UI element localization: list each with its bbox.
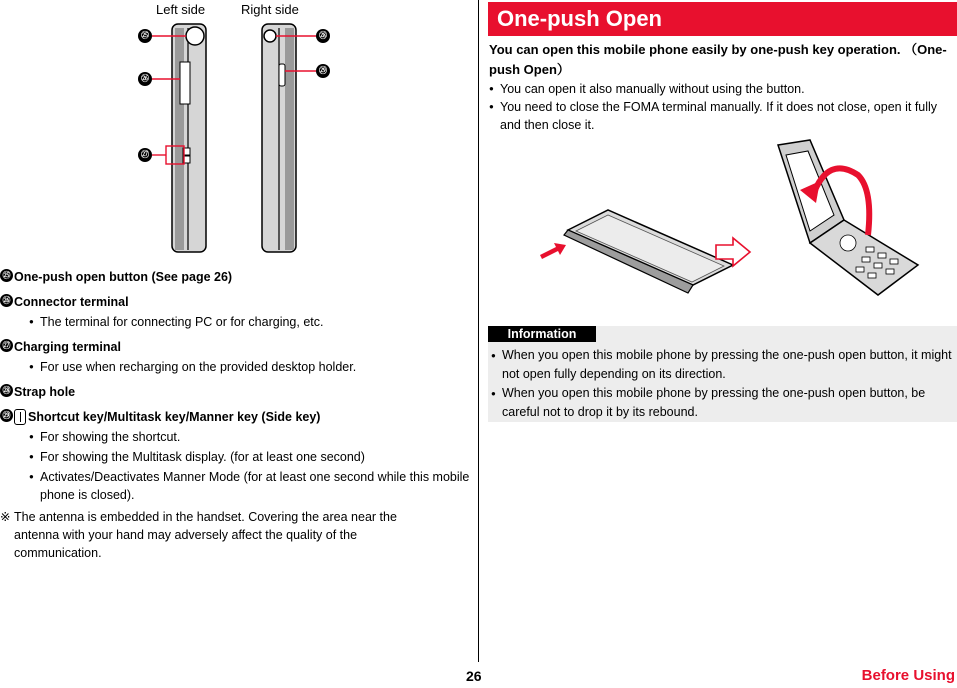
phone-sides-illustration: [130, 0, 340, 260]
item-number: ㉕: [0, 269, 13, 282]
item-title: One-push open button (See page 26): [14, 270, 233, 284]
information-label: Information: [488, 326, 596, 342]
section-title: One-push Open: [497, 6, 662, 31]
right-side-phone: [262, 24, 296, 252]
list-item: [0, 338, 470, 376]
information-list: [488, 346, 953, 422]
information-box: [488, 326, 957, 422]
item-bullet: ● For showing the shortcut.: [14, 428, 470, 446]
left-column: [0, 0, 478, 688]
information-item: ● When you open this mobile phone by pressing the one-push open button, be careful not to drop it by its rebound.: [488, 384, 953, 422]
section-bullets: [488, 80, 956, 134]
item-bullet: ● The terminal for connecting PC or for charging, etc.: [14, 313, 470, 331]
left-side-phone: [172, 24, 206, 252]
item-title: Charging terminal: [14, 340, 121, 354]
note-mark: ※: [0, 510, 11, 524]
right-column: [488, 0, 957, 688]
right-side-label: Right side: [241, 2, 299, 17]
note-text: The antenna is embedded in the handset. Covering the area near the antenna with your hand may adversely affect the quality of the communication.: [14, 510, 397, 560]
open-phone: [778, 140, 918, 295]
section-bullet: ● You can open it also manually without using the button.: [488, 80, 956, 98]
item-number: ㉘: [0, 384, 13, 397]
callout-29: ㉙: [316, 64, 330, 78]
column-divider: [478, 0, 479, 662]
left-side-label: Left side: [156, 2, 206, 17]
callout-27: ㉗: [138, 148, 152, 162]
antenna-note: [0, 508, 440, 562]
parts-list: [0, 268, 470, 511]
callout-28: ㉘: [316, 29, 330, 43]
list-item: [0, 268, 470, 286]
list-item: [0, 293, 470, 331]
callout-25: ㉕: [138, 29, 152, 43]
item-title-row: [14, 408, 470, 426]
callout-26: ㉖: [138, 72, 152, 86]
section-lead: You can open this mobile phone easily by one-push key operation. （One-push Open）: [489, 42, 947, 77]
information-item: ● When you open this mobile phone by pressing the one-push open button, it might not open fully depending on its direction.: [488, 346, 953, 384]
list-item: [0, 408, 470, 504]
side-key-icon: [14, 409, 26, 425]
list-item: [0, 383, 470, 401]
section-footer-label: Before Using: [861, 667, 955, 684]
item-bullet: ● For showing the Multitask display. (for at least one second): [14, 448, 470, 466]
page-number: 26: [466, 668, 482, 684]
one-push-open-illustration: [528, 135, 928, 310]
item-number: ㉖: [0, 294, 13, 307]
item-title: Connector terminal: [14, 295, 129, 309]
section-header: [488, 2, 957, 36]
item-title: Strap hole: [14, 385, 76, 399]
item-bullet: ● For use when recharging on the provided desktop holder.: [14, 358, 470, 376]
item-bullet: ● Activates/Deactivates Manner Mode (for at least one second while this mobile phone is closed).: [14, 468, 470, 504]
item-number: ㉙: [0, 409, 13, 422]
closed-phone: [564, 210, 733, 293]
phone-side-diagram: [130, 0, 340, 260]
push-arrow-icon: [540, 243, 566, 259]
item-number: ㉗: [0, 339, 13, 352]
item-title: Shortcut key/Multitask key/Manner key (Side key): [28, 410, 321, 424]
section-bullet: ● You need to close the FOMA terminal manually. If it does not close, open it fully and then close it.: [488, 98, 956, 134]
